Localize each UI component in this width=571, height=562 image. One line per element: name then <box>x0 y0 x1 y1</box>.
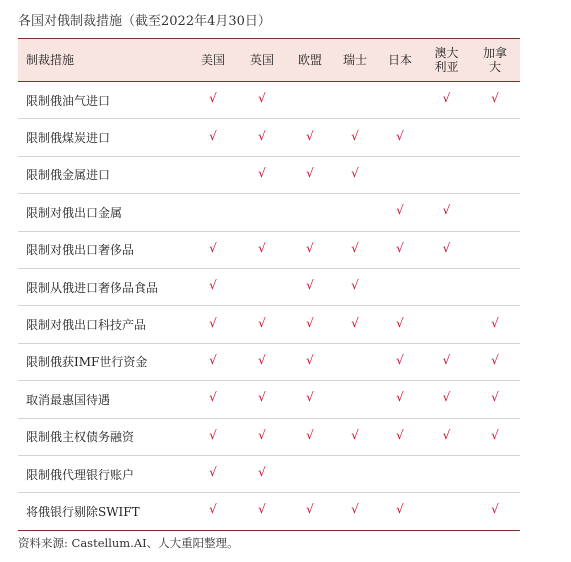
cell-us <box>189 493 237 530</box>
cell-eu <box>287 82 333 119</box>
cell-us <box>189 268 237 305</box>
cell-canada <box>470 82 520 119</box>
check-mark-icon: √ <box>351 502 359 517</box>
cell-switzerland <box>333 306 377 343</box>
cell-australia <box>423 493 470 530</box>
check-mark-icon: √ <box>258 165 266 180</box>
cell-switzerland <box>333 418 377 455</box>
table-row <box>18 119 520 156</box>
sanction-measure-label: 限制对俄出口科技产品 <box>26 318 147 333</box>
cell-canada <box>470 156 520 193</box>
check-mark-icon: √ <box>209 427 217 442</box>
column-header-line: 瑞士 <box>342 53 367 67</box>
check-mark-icon: √ <box>258 128 266 143</box>
cell-uk <box>237 156 287 193</box>
cell-switzerland <box>333 231 377 268</box>
column-header-line: 利亚 <box>434 60 459 74</box>
cell-australia <box>423 268 470 305</box>
table-row <box>18 268 520 305</box>
cell-eu <box>287 231 333 268</box>
check-mark-icon: √ <box>491 91 499 106</box>
cell-eu <box>287 156 333 193</box>
cell-canada <box>470 418 520 455</box>
sanction-measure-label: 限制对俄出口金属 <box>26 205 123 220</box>
cell-switzerland <box>333 156 377 193</box>
cell-japan <box>377 268 423 305</box>
cell-australia <box>423 119 470 156</box>
check-mark-icon: √ <box>491 390 499 405</box>
cell-switzerland <box>333 194 377 231</box>
check-mark-icon: √ <box>306 390 314 405</box>
check-mark-icon: √ <box>396 128 404 143</box>
cell-switzerland <box>333 455 377 492</box>
check-mark-icon: √ <box>209 465 217 480</box>
column-header-measures: 制裁措施 <box>26 53 75 67</box>
check-mark-icon: √ <box>306 128 314 143</box>
cell-canada <box>470 343 520 380</box>
cell-japan <box>377 156 423 193</box>
cell-japan <box>377 119 423 156</box>
cell-canada <box>470 194 520 231</box>
check-mark-icon: √ <box>442 240 451 255</box>
check-mark-icon: √ <box>258 240 266 255</box>
column-header-line: 大 <box>488 60 501 74</box>
check-mark-icon: √ <box>351 165 359 180</box>
header-row <box>18 39 520 82</box>
column-header-eu <box>287 39 333 82</box>
cell-australia <box>423 194 470 231</box>
check-mark-icon: √ <box>442 91 451 106</box>
cell-australia <box>423 82 470 119</box>
cell-switzerland <box>333 493 377 530</box>
check-mark-icon: √ <box>258 352 266 367</box>
column-header-line: 英国 <box>249 53 274 67</box>
column-header-japan <box>377 39 423 82</box>
sanction-measure-label: 限制俄金属进口 <box>26 168 111 183</box>
column-header-line: 日本 <box>387 53 412 67</box>
check-mark-icon: √ <box>258 390 266 405</box>
cell-eu <box>287 455 333 492</box>
cell-eu <box>287 343 333 380</box>
sanctions-table <box>18 38 520 531</box>
source-note: 资料来源: Castellum.AI、人大重阳整理。 <box>18 536 239 550</box>
check-mark-icon: √ <box>396 315 404 330</box>
cell-australia <box>423 418 470 455</box>
cell-uk <box>237 455 287 492</box>
column-header-switzerland <box>333 39 377 82</box>
check-mark-icon: √ <box>396 203 404 218</box>
check-mark-icon: √ <box>306 427 314 442</box>
table-row <box>18 306 520 343</box>
cell-uk <box>237 418 287 455</box>
check-mark-icon: √ <box>351 427 359 442</box>
cell-uk <box>237 493 287 530</box>
check-mark-icon: √ <box>396 240 404 255</box>
cell-australia <box>423 455 470 492</box>
check-mark-icon: √ <box>491 315 499 330</box>
cell-us <box>189 381 237 418</box>
check-mark-icon: √ <box>258 315 266 330</box>
cell-eu <box>287 194 333 231</box>
check-mark-icon: √ <box>396 352 404 367</box>
cell-us <box>189 306 237 343</box>
sanction-measure-label: 限制从俄进口奢侈品食品 <box>26 280 159 295</box>
table-row <box>18 231 520 268</box>
check-mark-icon: √ <box>491 352 499 367</box>
check-mark-icon: √ <box>442 203 451 218</box>
check-mark-icon: √ <box>351 240 359 255</box>
check-mark-icon: √ <box>209 128 217 143</box>
check-mark-icon: √ <box>258 427 266 442</box>
sanction-measure-label: 限制俄主权债务融资 <box>26 430 135 445</box>
table-header <box>18 39 520 82</box>
table-row <box>18 156 520 193</box>
check-mark-icon: √ <box>306 502 314 517</box>
check-mark-icon: √ <box>306 240 314 255</box>
cell-uk <box>237 119 287 156</box>
cell-japan <box>377 231 423 268</box>
cell-australia <box>423 343 470 380</box>
column-header-line: 欧盟 <box>297 53 322 67</box>
cell-australia <box>423 306 470 343</box>
cell-japan <box>377 381 423 418</box>
cell-canada <box>470 231 520 268</box>
check-mark-icon: √ <box>209 91 217 106</box>
cell-canada <box>470 268 520 305</box>
check-mark-icon: √ <box>351 278 359 293</box>
cell-switzerland <box>333 381 377 418</box>
check-mark-icon: √ <box>491 502 499 517</box>
cell-eu <box>287 119 333 156</box>
check-mark-icon: √ <box>209 390 217 405</box>
cell-uk <box>237 231 287 268</box>
table-row <box>18 381 520 418</box>
check-mark-icon: √ <box>491 427 499 442</box>
cell-canada <box>470 381 520 418</box>
cell-canada <box>470 493 520 530</box>
sanctions-table-container <box>18 38 520 531</box>
cell-australia <box>423 156 470 193</box>
cell-japan <box>377 306 423 343</box>
table-body <box>18 82 520 531</box>
cell-japan <box>377 343 423 380</box>
check-mark-icon: √ <box>258 91 266 106</box>
cell-us <box>189 231 237 268</box>
cell-eu <box>287 493 333 530</box>
table-title: 各国对俄制裁措施（截至2022年4月30日） <box>18 14 271 29</box>
check-mark-icon: √ <box>396 427 404 442</box>
cell-switzerland <box>333 343 377 380</box>
cell-switzerland <box>333 82 377 119</box>
check-mark-icon: √ <box>306 315 314 330</box>
check-mark-icon: √ <box>258 502 266 517</box>
column-header-line: 澳大 <box>434 46 459 60</box>
column-header-uk <box>237 39 287 82</box>
cell-uk <box>237 268 287 305</box>
check-mark-icon: √ <box>258 465 266 480</box>
cell-eu <box>287 381 333 418</box>
sanction-measure-label: 将俄银行剔除SWIFT <box>26 504 140 519</box>
check-mark-icon: √ <box>306 278 314 293</box>
cell-eu <box>287 306 333 343</box>
cell-canada <box>470 455 520 492</box>
cell-canada <box>470 119 520 156</box>
sanction-measure-label: 取消最惠国待遇 <box>26 392 111 407</box>
check-mark-icon: √ <box>396 390 404 405</box>
cell-uk <box>237 82 287 119</box>
cell-japan <box>377 418 423 455</box>
check-mark-icon: √ <box>351 128 359 143</box>
sanction-measure-label: 限制俄煤炭进口 <box>26 131 111 146</box>
cell-japan <box>377 194 423 231</box>
cell-australia <box>423 231 470 268</box>
check-mark-icon: √ <box>209 502 217 517</box>
column-header-line: 美国 <box>200 53 225 67</box>
check-mark-icon: √ <box>209 278 217 293</box>
cell-us <box>189 82 237 119</box>
cell-uk <box>237 381 287 418</box>
cell-japan <box>377 493 423 530</box>
table-row <box>18 343 520 380</box>
column-header-australia <box>423 39 470 82</box>
cell-us <box>189 156 237 193</box>
cell-uk <box>237 194 287 231</box>
cell-switzerland <box>333 119 377 156</box>
check-mark-icon: √ <box>209 240 217 255</box>
check-mark-icon: √ <box>442 352 451 367</box>
table-row <box>18 493 520 530</box>
sanction-measure-label: 限制俄代理银行账户 <box>26 467 135 482</box>
table-row <box>18 194 520 231</box>
cell-canada <box>470 306 520 343</box>
cell-japan <box>377 82 423 119</box>
table-row <box>18 82 520 119</box>
check-mark-icon: √ <box>306 165 314 180</box>
cell-switzerland <box>333 268 377 305</box>
cell-australia <box>423 381 470 418</box>
cell-us <box>189 119 237 156</box>
check-mark-icon: √ <box>209 352 217 367</box>
sanction-measure-label: 限制俄油气进口 <box>26 93 111 108</box>
cell-us <box>189 455 237 492</box>
check-mark-icon: √ <box>442 390 451 405</box>
cell-us <box>189 418 237 455</box>
check-mark-icon: √ <box>351 315 359 330</box>
check-mark-icon: √ <box>209 315 217 330</box>
check-mark-icon: √ <box>306 352 314 367</box>
cell-us <box>189 343 237 380</box>
cell-uk <box>237 306 287 343</box>
column-header-us <box>189 39 237 82</box>
cell-eu <box>287 418 333 455</box>
check-mark-icon: √ <box>442 427 451 442</box>
cell-eu <box>287 268 333 305</box>
column-header-line: 加拿 <box>482 46 507 60</box>
cell-us <box>189 194 237 231</box>
table-row <box>18 455 520 492</box>
cell-uk <box>237 343 287 380</box>
cell-japan <box>377 455 423 492</box>
check-mark-icon: √ <box>396 502 404 517</box>
table-row <box>18 418 520 455</box>
sanction-measure-label: 限制对俄出口奢侈品 <box>26 243 135 258</box>
column-header-canada <box>470 39 520 82</box>
sanction-measure-label: 限制俄获IMF世行资金 <box>26 355 148 370</box>
